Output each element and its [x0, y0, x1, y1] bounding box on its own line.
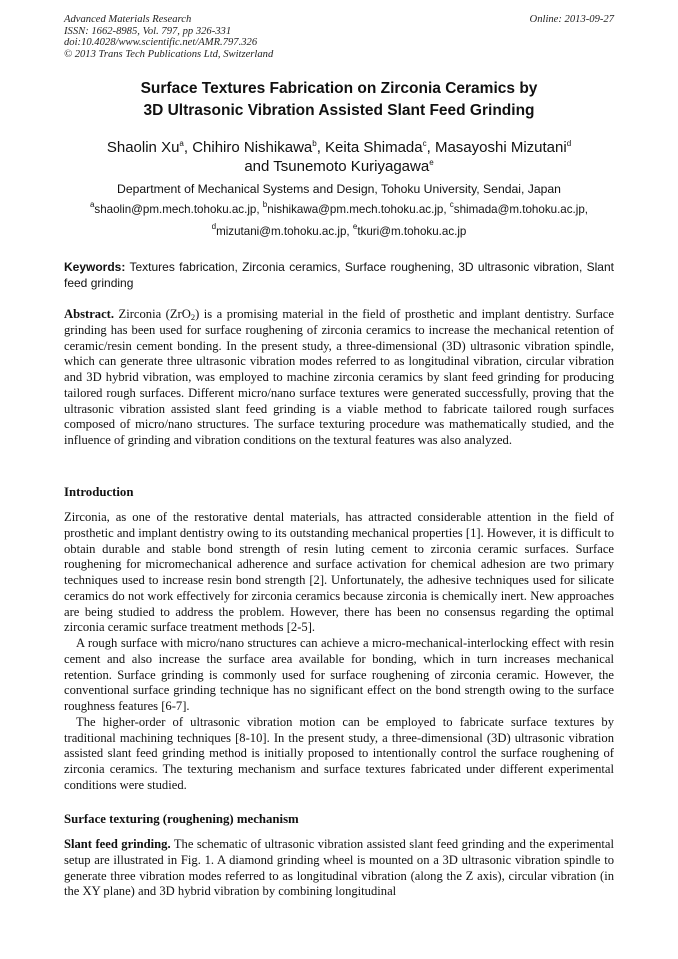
- authors-line-1: [64, 138, 614, 157]
- journal-header: [64, 14, 273, 60]
- introduction-body: [64, 510, 614, 794]
- author-mark: b: [312, 139, 317, 148]
- email-address: nishikawa@pm.mech.tohoku.ac.jp,: [267, 203, 450, 216]
- doi-line: doi:10.4028/www.scientific.net/AMR.797.326: [64, 37, 258, 49]
- author-name: , Chihiro Nishikawa: [183, 139, 313, 156]
- section-heading-mechanism: Surface texturing (roughening) mechanism: [64, 812, 299, 826]
- email-mark: c: [449, 200, 454, 209]
- abstract-text: Zirconia (ZrO: [114, 307, 191, 321]
- author-mark: d: [566, 139, 572, 148]
- subsection-runin: Slant feed grinding.: [64, 837, 171, 851]
- author-name: , Keita Shimada: [316, 139, 423, 156]
- email-list: [64, 199, 614, 243]
- email-address: mizutani@m.tohoku.ac.jp,: [216, 225, 353, 238]
- paragraph: The higher-order of ultrasonic vibration motion can be employed to fabricate surface textures by traditional machining techniques [8-10]. In the present study, a three-dimensional (3D) ultrasonic vibration assisted slant feed grinding method is initially proposed to intentionally control the surface roughening of zirconia ceramics. The texturing mechanism and surface textures fabricated under different experimental conditions were studied.: [64, 714, 614, 792]
- keywords: [64, 259, 614, 291]
- paragraph: A rough surface with micro/nano structures can achieve a micro-mechanical-interlocking effect with resin cement and also increase the surface area available for bonding, which in turn increases mechanical retention. Surface grinding is commonly used for surface roughening of zirconia ceramic. However, the conventional surface grinding technique has no significant effect on the bond strength owing to the surface roughness features [6-7].: [64, 636, 614, 713]
- author-name: Shaolin Xu: [106, 139, 180, 156]
- title-line-1: Surface Textures Fabrication on Zirconia Ceramics by: [140, 80, 538, 97]
- emails-line-1: [64, 199, 614, 221]
- abstract-label: Abstract.: [64, 307, 115, 321]
- online-date: Online: 2013-09-27: [529, 14, 614, 25]
- authors-line-2: [64, 157, 614, 176]
- abstract-subscript: 2: [190, 312, 196, 322]
- paragraph-text: The schematic of ultrasonic vibration assisted slant feed grinding and the experimental setup are illustrated in Fig. 1. A diamond grinding wheel is mounted on a 3D ultrasonic vibration spindle to generate three vibration modes referred to as longitudinal vibration (along the Z axis), circular vibration (in the XY plane) and 3D hybrid vibration by combining longitudinal: [64, 837, 614, 899]
- mechanism-body: [64, 837, 614, 900]
- copyright-line: © 2013 Trans Tech Publications Ltd, Switzerland: [64, 48, 274, 60]
- paper-title: [64, 78, 614, 122]
- paragraph: [64, 837, 614, 900]
- title-line-2: 3D Ultrasonic Vibration Assisted Slant Feed Grinding: [143, 102, 535, 119]
- email-address: tkuri@m.tohoku.ac.jp: [357, 225, 467, 238]
- author-name: , Masayoshi Mizutani: [426, 139, 567, 156]
- author-mark: e: [429, 158, 434, 167]
- keywords-text: Textures fabrication, Zirconia ceramics, Surface roughening, 3D ultrasonic vibration, Slant feed grinding: [64, 260, 614, 290]
- email-mark: d: [211, 222, 217, 231]
- paragraph: Zirconia, as one of the restorative dental materials, has attracted considerable attention in the field of prosthetic and implant dentistry owing to its outstanding mechanical properties [1]. However, it is difficult to obtain durable and stable bond strength of resin luting cement to zirconia ceramic surfaces. Surface roughening for micromechanical adherence and surface activation for chemical adhesion are two primary techniques used to increase resin bond strength [2]. Unfortunately, the adhesive techniques used for silicate ceramics do not work effectively for zirconia ceramics because zirconia is chemically inert. New approaches are being studied to address the problem. However, there has been no consensus regarding the optimal zirconia ceramic surface treatment methods [2-5].: [64, 510, 614, 635]
- email-address: shaolin@pm.mech.tohoku.ac.jp,: [94, 203, 263, 216]
- issn-line: ISSN: 1662-8985, Vol. 797, pp 326-331: [64, 25, 232, 37]
- section-heading-introduction: Introduction: [64, 485, 134, 499]
- affiliation: Department of Mechanical Systems and Design, Tohoku University, Sendai, Japan: [117, 182, 561, 196]
- journal-name: Advanced Materials Research: [64, 14, 192, 25]
- email-mark: e: [352, 222, 358, 231]
- author-name: and Tsunemoto Kuriyagawa: [244, 158, 430, 175]
- author-mark: c: [422, 139, 427, 148]
- abstract: [64, 307, 614, 449]
- email-mark: a: [89, 200, 95, 209]
- emails-line-2: [64, 221, 614, 243]
- abstract-paragraph: [64, 307, 614, 449]
- author-mark: a: [179, 139, 184, 148]
- author-list: [64, 138, 614, 176]
- email-address: shimada@m.tohoku.ac.jp,: [453, 203, 589, 216]
- keywords-label: Keywords:: [64, 260, 126, 274]
- email-mark: b: [262, 200, 268, 209]
- abstract-text: ) is a promising material in the field of prosthetic and implant dentistry. Surface grinding has been used for surface roughening of zirconia ceramics to increase the mechanical retention of ceramic/resin cement bonding. In the present study, a three-dimensional (3D) ultrasonic vibration spindle, which can generate three ultrasonic vibration modes referred to as longitudinal vibration, circular vibration and 3D hybrid vibration, was employed to machine zirconia ceramics by slant feed grinding for producing tailored rough surfaces. Different micro/nano surface textures were generated successfully, proving that the ultrasonic vibration assisted slant feed grinding is a viable method to fabricate tailored rough surfaces composed of micro/nano structures. The surface texturing procedure was mathematically studied, and the influence of grinding and vibration conditions on the textural features was also analyzed.: [64, 307, 614, 447]
